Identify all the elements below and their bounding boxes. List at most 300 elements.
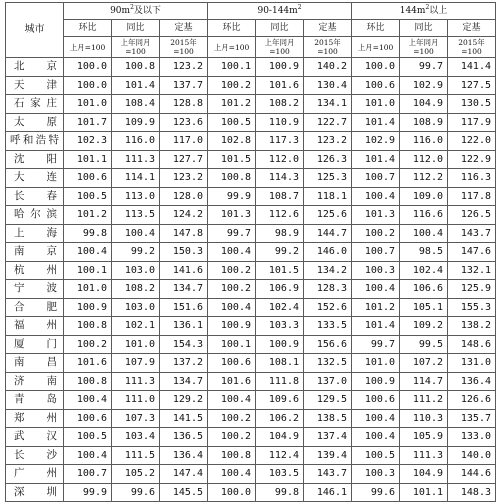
col-header-yoy: 同比 [112,20,160,37]
index-value-cell: 101.4 [112,76,160,95]
index-value-cell: 137.7 [160,76,208,95]
index-value-cell: 126.5 [448,206,496,225]
index-value-cell: 112.0 [256,150,304,169]
index-value-cell: 138.2 [448,317,496,336]
index-value-cell: 103.0 [112,261,160,280]
index-value-cell: 101.6 [256,76,304,95]
index-value-cell: 134.7 [160,280,208,299]
sub-header-last-month: 上月=100 [208,37,256,58]
index-value-cell: 122.0 [448,132,496,151]
table-row [6,465,496,484]
index-value-cell: 100.2 [208,409,256,428]
table-row [6,95,496,114]
col-header-yoy: 同比 [256,20,304,37]
index-value-cell: 137.2 [160,354,208,373]
index-value-cell: 111.8 [256,372,304,391]
index-value-cell: 100.9 [64,298,112,317]
sub-header-last-month: 上月=100 [352,37,400,58]
index-value-cell: 104.9 [400,465,448,484]
index-value-cell: 100.6 [352,76,400,95]
index-value-cell: 102.8 [208,132,256,151]
index-value-cell: 100.0 [352,58,400,77]
group-header-90-below [64,3,208,20]
index-value-cell: 99.8 [64,224,112,243]
index-value-cell: 100.7 [64,465,112,484]
index-value-cell: 137.4 [304,428,352,447]
index-value-cell: 130.4 [304,76,352,95]
index-value-cell: 123.2 [160,58,208,77]
index-value-cell: 100.9 [256,58,304,77]
index-value-cell: 100.4 [400,224,448,243]
index-value-cell: 101.5 [208,150,256,169]
city-name-cell: 武 汉 [6,428,64,447]
city-name-cell: 宁 波 [6,280,64,299]
index-value-cell: 101.6 [208,372,256,391]
index-value-cell: 111.5 [112,446,160,465]
index-value-cell: 103.5 [256,465,304,484]
index-value-cell: 134.7 [160,372,208,391]
index-value-cell: 101.0 [64,280,112,299]
index-value-cell: 116.6 [400,206,448,225]
index-value-cell: 99.9 [208,187,256,206]
index-value-cell: 111.0 [112,391,160,410]
index-value-cell: 107.2 [400,354,448,373]
index-value-cell: 107.3 [112,409,160,428]
index-value-cell: 135.7 [448,409,496,428]
index-value-cell: 112.2 [400,169,448,188]
index-value-cell: 138.5 [304,409,352,428]
city-name-cell: 深 圳 [6,483,64,502]
index-value-cell: 111.3 [400,446,448,465]
index-value-cell: 99.5 [400,335,448,354]
index-value-cell: 100.6 [208,354,256,373]
index-value-cell: 141.4 [448,58,496,77]
index-value-cell: 107.9 [112,354,160,373]
index-value-cell: 101.5 [256,261,304,280]
index-value-cell: 108.1 [256,354,304,373]
index-value-cell: 139.4 [304,446,352,465]
city-name-cell: 太 原 [6,113,64,132]
index-value-cell: 100.9 [208,317,256,336]
index-value-cell: 117.9 [448,113,496,132]
sub-header-last-year: 上年同月=100 [112,37,160,58]
group-label: 90-144m [257,6,298,16]
table-row [6,391,496,410]
index-value-cell: 147.8 [160,224,208,243]
city-name-cell: 哈尔滨 [6,206,64,225]
index-value-cell: 106.2 [256,409,304,428]
index-value-cell: 100.2 [64,335,112,354]
city-name-cell: 南 京 [6,243,64,262]
index-value-cell: 100.0 [208,483,256,502]
index-value-cell: 108.4 [112,95,160,114]
col-header-mom: 环比 [208,20,256,37]
index-value-cell: 111.3 [112,150,160,169]
index-value-cell: 103.0 [112,298,160,317]
table-row [6,317,496,336]
index-value-cell: 102.1 [112,317,160,336]
table-row [6,354,496,373]
index-value-cell: 134.2 [304,261,352,280]
index-value-cell: 111.3 [112,372,160,391]
group-header-90-144 [208,3,352,20]
index-value-cell: 130.5 [448,95,496,114]
table-row [6,169,496,188]
index-value-cell: 113.5 [112,206,160,225]
index-value-cell: 137.0 [304,372,352,391]
index-value-cell: 100.1 [208,335,256,354]
index-value-cell: 118.1 [304,187,352,206]
index-value-cell: 100.8 [208,446,256,465]
table-row [6,298,496,317]
index-value-cell: 122.7 [304,113,352,132]
index-value-cell: 100.4 [208,391,256,410]
index-value-cell: 101.3 [352,206,400,225]
index-value-cell: 100.1 [64,261,112,280]
index-value-cell: 100.7 [352,169,400,188]
table-header [6,3,496,58]
col-header-yoy: 同比 [400,20,448,37]
index-value-cell: 104.9 [256,428,304,447]
index-value-cell: 100.5 [64,187,112,206]
col-header-base: 定基 [160,20,208,37]
city-name-cell: 天 津 [6,76,64,95]
index-value-cell: 101.4 [352,150,400,169]
header-row-bases [6,37,496,58]
index-value-cell: 109.2 [400,317,448,336]
index-value-cell: 134.1 [304,95,352,114]
col-header-base: 定基 [304,20,352,37]
table-row [6,280,496,299]
index-value-cell: 123.2 [160,169,208,188]
sub-header-2015: 2015年=100 [304,37,352,58]
index-value-cell: 100.9 [352,372,400,391]
group-sup: 2 [425,4,430,11]
index-value-cell: 99.6 [352,483,400,502]
city-name-cell: 杭 州 [6,261,64,280]
index-value-cell: 101.0 [64,95,112,114]
table-row [6,206,496,225]
index-value-cell: 100.5 [352,446,400,465]
sub-header-last-year: 上年同月=100 [256,37,304,58]
price-index-table-container [5,2,495,502]
index-value-cell: 100.2 [352,224,400,243]
index-value-cell: 100.4 [64,446,112,465]
index-value-cell: 112.0 [400,150,448,169]
index-value-cell: 103.3 [256,317,304,336]
index-value-cell: 136.4 [448,372,496,391]
sub-header-last-year: 上年同月=100 [400,37,448,58]
table-row [6,113,496,132]
index-value-cell: 100.4 [352,280,400,299]
index-value-cell: 98.9 [256,224,304,243]
table-row [6,261,496,280]
index-value-cell: 156.6 [304,335,352,354]
index-value-cell: 103.4 [112,428,160,447]
table-body [6,58,496,502]
index-value-cell: 127.5 [448,76,496,95]
index-value-cell: 125.9 [448,280,496,299]
index-value-cell: 109.0 [400,187,448,206]
index-value-cell: 141.5 [160,409,208,428]
index-value-cell: 108.2 [256,95,304,114]
index-value-cell: 132.5 [304,354,352,373]
index-value-cell: 101.0 [352,354,400,373]
index-value-cell: 117.0 [160,132,208,151]
index-value-cell: 147.4 [160,465,208,484]
index-value-cell: 99.6 [112,483,160,502]
city-name-cell: 呼和浩特 [6,132,64,151]
col-header-mom: 环比 [352,20,400,37]
index-value-cell: 116.0 [112,132,160,151]
index-value-cell: 129.5 [304,391,352,410]
index-value-cell: 100.2 [208,261,256,280]
index-value-cell: 101.4 [352,317,400,336]
index-value-cell: 100.4 [352,428,400,447]
index-value-cell: 100.4 [208,243,256,262]
index-value-cell: 100.4 [112,224,160,243]
index-value-cell: 147.6 [448,243,496,262]
index-value-cell: 99.2 [112,243,160,262]
group-suffix: 以上 [429,6,448,16]
group-sup: 2 [130,4,134,11]
index-value-cell: 101.1 [400,483,448,502]
index-value-cell: 128.0 [160,187,208,206]
index-value-cell: 100.8 [112,58,160,77]
index-value-cell: 114.3 [256,169,304,188]
index-value-cell: 110.9 [256,113,304,132]
index-value-cell: 150.3 [160,243,208,262]
index-value-cell: 100.3 [352,261,400,280]
index-value-cell: 114.7 [400,372,448,391]
index-value-cell: 100.2 [208,428,256,447]
index-value-cell: 102.9 [352,132,400,151]
index-value-cell: 100.0 [64,76,112,95]
index-value-cell: 128.3 [304,280,352,299]
index-value-cell: 112.4 [256,446,304,465]
city-name-cell: 青 岛 [6,391,64,410]
index-value-cell: 98.5 [400,243,448,262]
index-value-cell: 100.6 [64,169,112,188]
index-value-cell: 100.8 [64,317,112,336]
index-value-cell: 99.2 [256,243,304,262]
index-value-cell: 154.3 [160,335,208,354]
index-value-cell: 106.9 [256,280,304,299]
index-value-cell: 128.8 [160,95,208,114]
index-value-cell: 102.3 [64,132,112,151]
index-value-cell: 101.2 [208,95,256,114]
sub-header-2015: 2015年=100 [448,37,496,58]
table-row [6,150,496,169]
index-value-cell: 101.2 [64,206,112,225]
index-value-cell: 100.4 [352,409,400,428]
index-value-cell: 133.0 [448,428,496,447]
sub-header-2015: 2015年=100 [160,37,208,58]
index-value-cell: 136.5 [160,428,208,447]
city-name-cell: 福 州 [6,317,64,336]
col-header-mom: 环比 [64,20,112,37]
city-name-cell: 沈 阳 [6,150,64,169]
table-row [6,372,496,391]
index-value-cell: 100.6 [64,409,112,428]
index-value-cell: 133.5 [304,317,352,336]
index-value-cell: 100.1 [208,58,256,77]
index-value-cell: 146.0 [304,243,352,262]
city-name-cell: 大 连 [6,169,64,188]
index-value-cell: 116.0 [400,132,448,151]
index-value-cell: 100.2 [208,280,256,299]
index-value-cell: 99.7 [208,224,256,243]
index-value-cell: 100.9 [256,335,304,354]
index-value-cell: 100.7 [352,243,400,262]
index-value-cell: 100.6 [352,391,400,410]
index-value-cell: 127.7 [160,150,208,169]
index-value-cell: 148.3 [448,483,496,502]
index-value-cell: 100.4 [64,391,112,410]
city-name-cell: 郑 州 [6,409,64,428]
index-value-cell: 146.1 [304,483,352,502]
city-name-cell: 南 昌 [6,354,64,373]
table-row [6,187,496,206]
table-row [6,243,496,262]
sub-header-last-month: 上月=100 [64,37,112,58]
header-row-columns [6,20,496,37]
header-row-groups [6,3,496,20]
table-row [6,335,496,354]
index-value-cell: 123.2 [304,132,352,151]
index-value-cell: 143.7 [304,465,352,484]
group-label: 144m [399,6,426,16]
index-value-cell: 100.4 [64,243,112,262]
index-value-cell: 108.7 [256,187,304,206]
index-value-cell: 136.1 [160,317,208,336]
index-value-cell: 148.6 [448,335,496,354]
index-value-cell: 143.7 [448,224,496,243]
index-value-cell: 151.6 [160,298,208,317]
index-value-cell: 114.1 [112,169,160,188]
index-value-cell: 112.6 [256,206,304,225]
city-name-cell: 上 海 [6,224,64,243]
index-value-cell: 101.7 [64,113,112,132]
table-row [6,76,496,95]
index-value-cell: 108.2 [112,280,160,299]
group-sup: 2 [297,4,302,11]
index-value-cell: 141.6 [160,261,208,280]
table-row [6,446,496,465]
index-value-cell: 140.0 [448,446,496,465]
index-value-cell: 125.3 [304,169,352,188]
table-row [6,132,496,151]
index-value-cell: 109.6 [256,391,304,410]
index-value-cell: 117.8 [448,187,496,206]
index-value-cell: 136.4 [160,446,208,465]
group-header-144-above [352,3,496,20]
city-name-cell: 厦 门 [6,335,64,354]
index-value-cell: 113.0 [112,187,160,206]
group-label: 90m [110,6,131,16]
index-value-cell: 100.4 [208,465,256,484]
city-name-cell: 广 州 [6,465,64,484]
table-row [6,428,496,447]
index-value-cell: 129.2 [160,391,208,410]
index-value-cell: 102.9 [400,76,448,95]
index-value-cell: 132.1 [448,261,496,280]
index-value-cell: 111.2 [400,391,448,410]
index-value-cell: 100.0 [64,58,112,77]
index-value-cell: 99.8 [256,483,304,502]
index-value-cell: 145.5 [160,483,208,502]
city-name-cell: 北 京 [6,58,64,77]
index-value-cell: 152.6 [304,298,352,317]
index-value-cell: 104.9 [400,95,448,114]
index-value-cell: 123.6 [160,113,208,132]
index-value-cell: 101.2 [352,298,400,317]
index-value-cell: 100.4 [352,187,400,206]
city-column-header: 城市 [6,3,64,58]
index-value-cell: 108.9 [400,113,448,132]
index-value-cell: 116.3 [448,169,496,188]
city-name-cell: 合 肥 [6,298,64,317]
city-name-cell: 石家庄 [6,95,64,114]
index-value-cell: 124.2 [160,206,208,225]
index-value-cell: 144.7 [304,224,352,243]
city-name-cell: 长 春 [6,187,64,206]
index-value-cell: 101.6 [64,354,112,373]
index-value-cell: 102.4 [256,298,304,317]
index-value-cell: 126.6 [448,391,496,410]
index-value-cell: 109.9 [112,113,160,132]
index-value-cell: 144.6 [448,465,496,484]
index-value-cell: 101.0 [352,95,400,114]
city-name-cell: 长 沙 [6,446,64,465]
index-value-cell: 140.2 [304,58,352,77]
index-value-cell: 100.8 [64,372,112,391]
index-value-cell: 110.3 [400,409,448,428]
index-value-cell: 101.3 [208,206,256,225]
index-value-cell: 105.9 [400,428,448,447]
index-value-cell: 100.3 [352,465,400,484]
index-value-cell: 100.8 [208,169,256,188]
table-row [6,58,496,77]
index-value-cell: 105.1 [400,298,448,317]
index-value-cell: 122.9 [448,150,496,169]
group-suffix: 及以下 [133,6,161,16]
index-value-cell: 131.0 [448,354,496,373]
index-value-cell: 155.3 [448,298,496,317]
index-value-cell: 117.3 [256,132,304,151]
index-value-cell: 126.3 [304,150,352,169]
price-index-table [5,2,496,502]
index-value-cell: 105.2 [112,465,160,484]
index-value-cell: 101.1 [64,150,112,169]
index-value-cell: 100.5 [64,428,112,447]
index-value-cell: 101.4 [352,113,400,132]
index-value-cell: 99.7 [352,335,400,354]
table-row [6,409,496,428]
index-value-cell: 102.4 [400,261,448,280]
table-row [6,483,496,502]
index-value-cell: 106.6 [400,280,448,299]
table-row [6,224,496,243]
index-value-cell: 100.2 [208,76,256,95]
index-value-cell: 100.5 [208,113,256,132]
index-value-cell: 99.9 [64,483,112,502]
index-value-cell: 101.0 [112,335,160,354]
col-header-base: 定基 [448,20,496,37]
index-value-cell: 125.6 [304,206,352,225]
index-value-cell: 99.7 [400,58,448,77]
city-name-cell: 济 南 [6,372,64,391]
